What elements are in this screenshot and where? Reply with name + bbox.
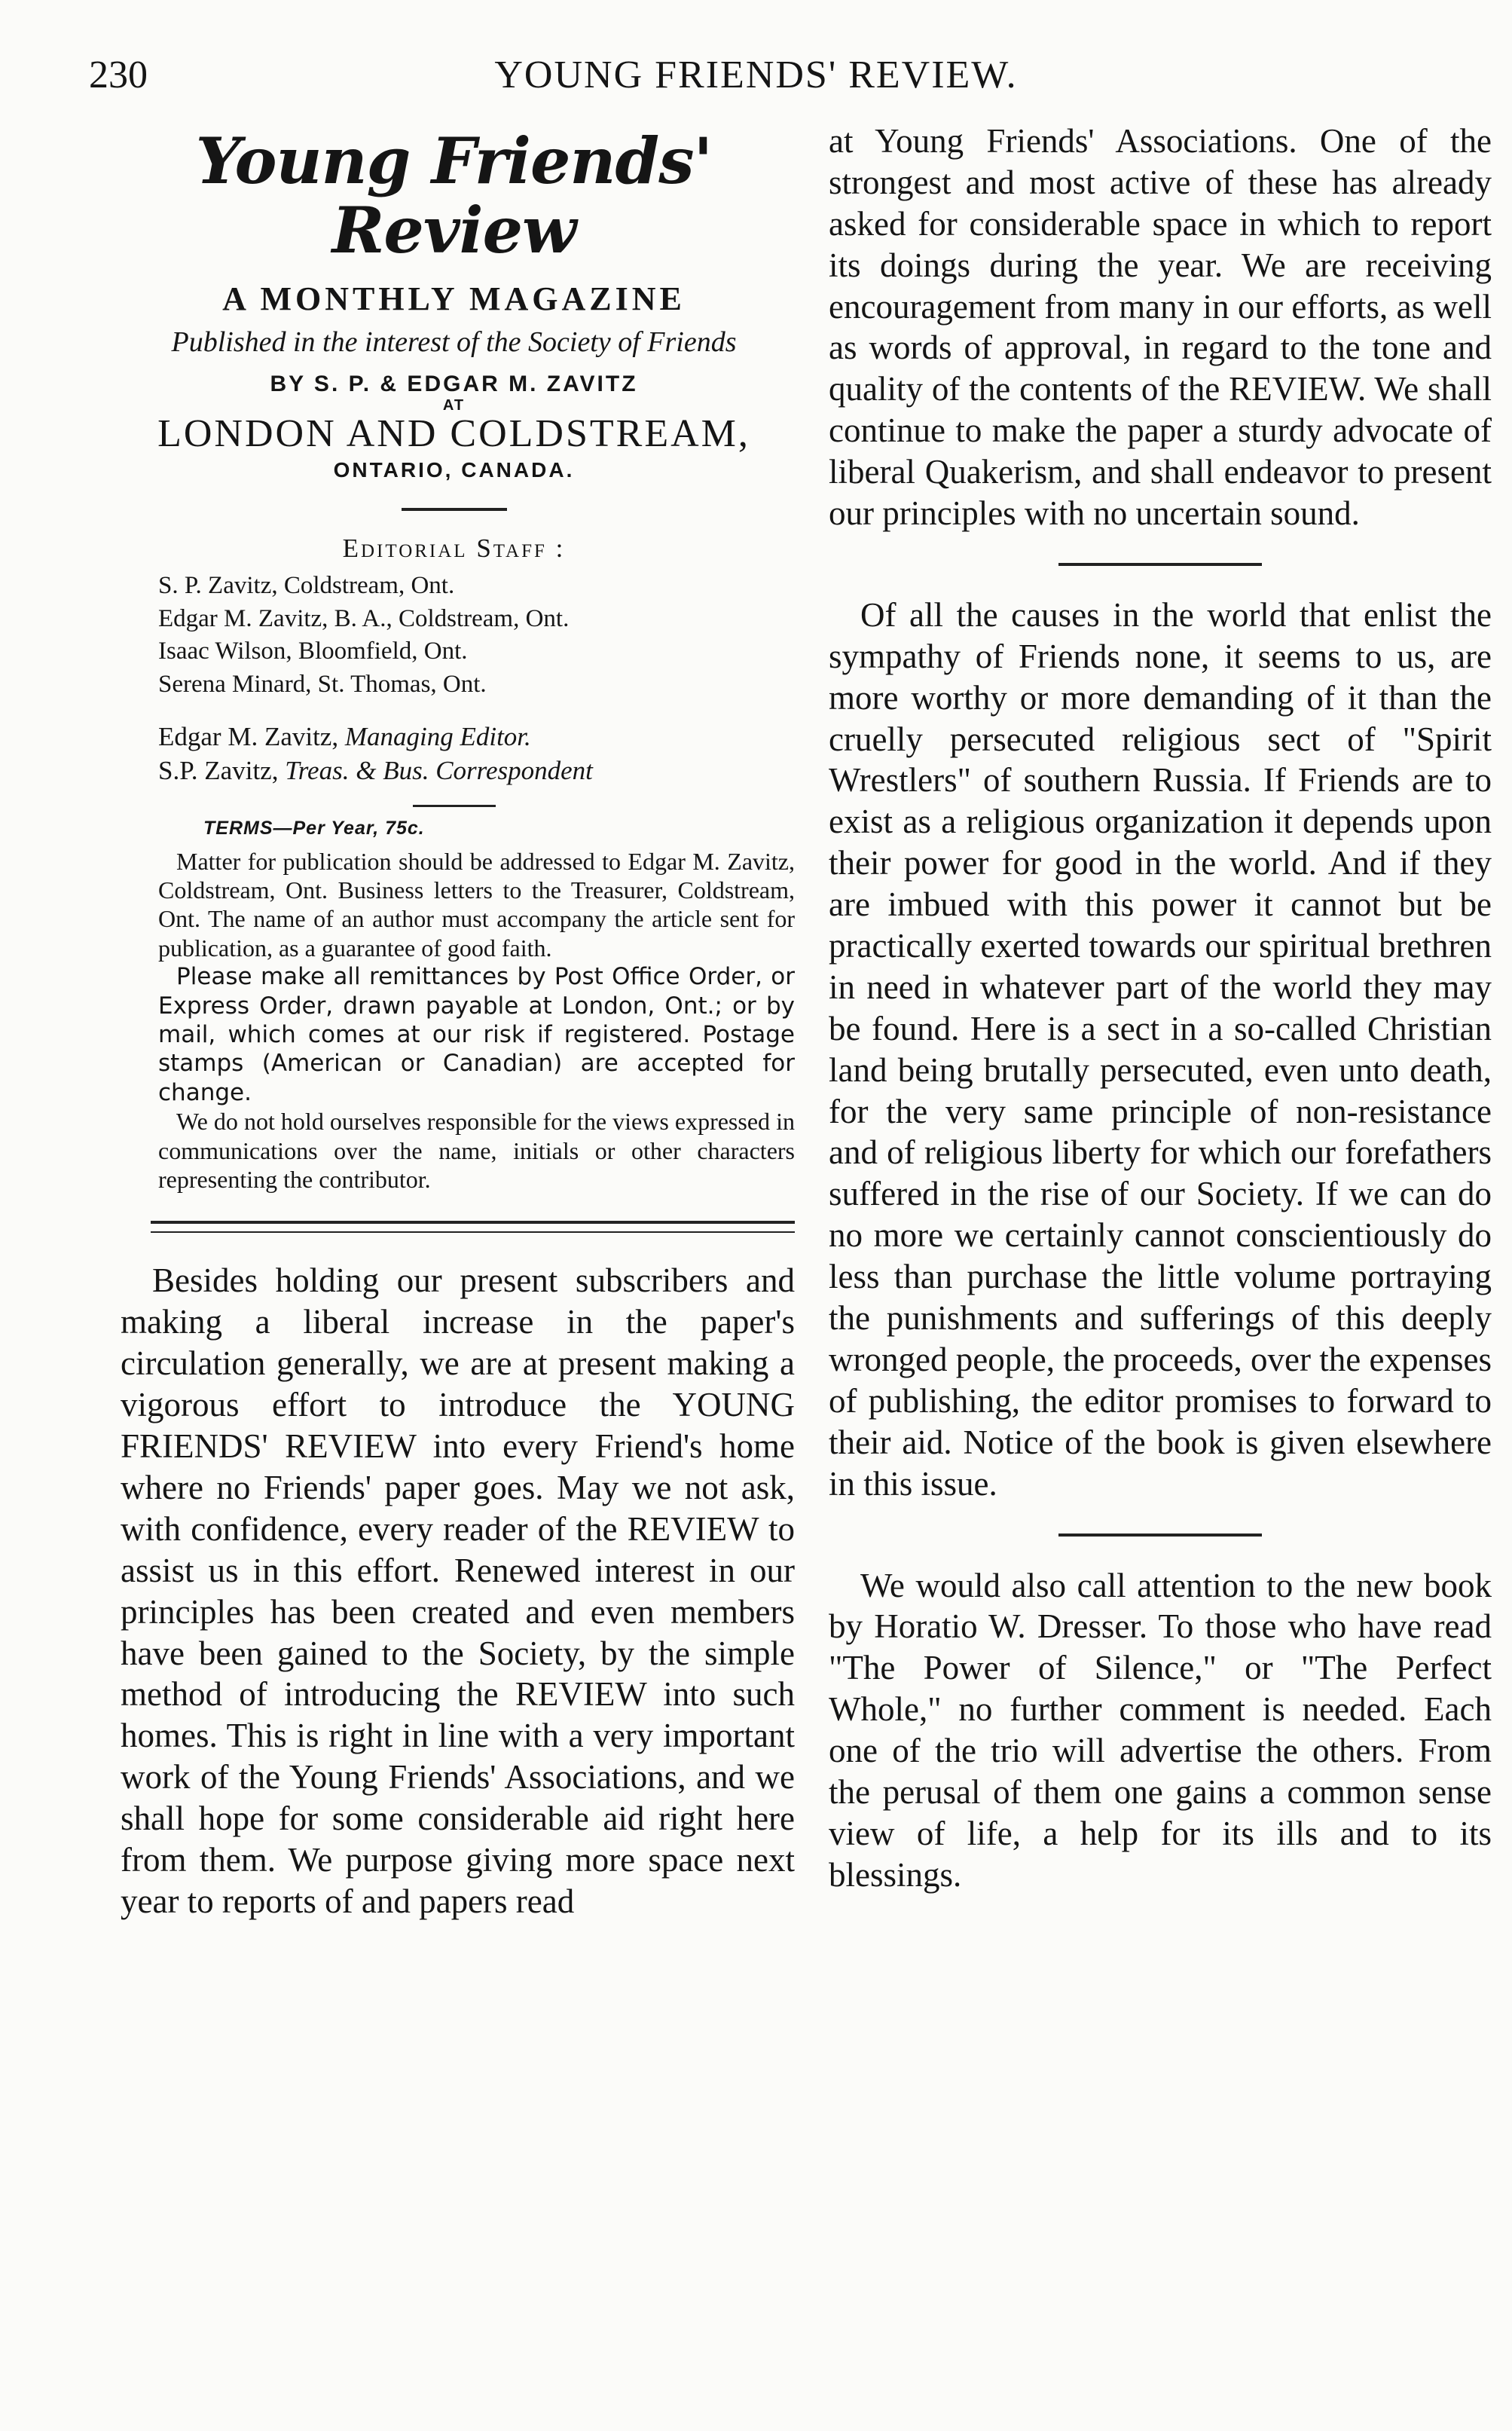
divider <box>413 805 496 807</box>
staff-member: Edgar M. Zavitz, B. A., Coldstream, Ont. <box>158 604 570 632</box>
treasurer-role: Treas. & Bus. Correspondent <box>285 756 593 786</box>
masthead-published-line: Published in the interest of the Society of Friends <box>171 326 737 358</box>
masthead-title: Young Friends' Review <box>195 124 713 268</box>
editors-block <box>113 720 795 788</box>
masthead-by-line: BY S. P. & EDGAR M. ZAVITZ <box>270 372 638 397</box>
masthead-at: AT <box>442 397 466 414</box>
terms-line: TERMS—Per Year, 75c. <box>203 817 425 839</box>
article-spirit-wrestlers <box>829 595 1492 1505</box>
article-continuation <box>829 121 1492 534</box>
staff-list <box>113 570 795 701</box>
divider <box>1058 1534 1262 1537</box>
article-paragraph: at Young Friends' Associations. One of the strongest and most active of these has already asked for considerable space in which to report its doings during the year. We are receiving encouragement from many in our efforts, as well as words of approval, in regard to the tone and quality of the contents of the REVIEW. We shall continue to make the paper a sturdy advocate of liberal Quakerism, and shall endeavor to present our principles with no uncertain sound. <box>829 122 1492 533</box>
staff-member: Serena Minard, St. Thomas, Ont. <box>158 671 487 699</box>
notice-paragraph: We do not hold ourselves responsible for the views expressed in communications over the name, initials or other characters representing the contributor. <box>158 1108 795 1194</box>
article-dresser <box>829 1565 1492 1896</box>
treasurer-name: S.P. Zavitz, <box>158 756 286 786</box>
divider <box>402 508 507 511</box>
notice-paragraph: Please make all remittances by Post Office Order, or Express Order, drawn payable at London, Ont.; or by mail, which comes at our risk if registered. Postage stamps (American or Canadian) are accepted for change. <box>158 963 795 1106</box>
running-head <box>0 53 1512 105</box>
staff-member: S. P. Zavitz, Coldstream, Ont. <box>158 572 455 600</box>
running-title: YOUNG FRIENDS' REVIEW. <box>494 54 1018 96</box>
masthead-place: LONDON AND COLDSTREAM, <box>157 412 750 456</box>
masthead-region: ONTARIO, CANADA. <box>333 458 575 482</box>
managing-editor-line <box>158 720 795 754</box>
managing-editor-role: Managing Editor. <box>344 721 531 751</box>
article-paragraph: Of all the causes in the world that enlist the sympathy of Friends none, it seems to us, are more worthy or more demanding of it than the cruelly persecuted religious sect of "Spirit Wrestlers" of southern Russia. If Friends are to exist as a religious organization it depends upon their power for good in the world. And if they are imbued with this power it cannot but be practically exerted towards our spiritual brethren in need in whatever part of the world they may be found. Here is a sect in a so-called Christian land being brutally persecuted, even unto death, for the very same principle of non-resistance and of religious liberty for which our forefathers suffered in the rise of our Society. If we can do no more we certainly cannot conscientiously do less than purchase the little volume portraying the punishments and sufferings of this deeply wronged people, the proceeds, over the expenses of publishing, the editor promises to forward to their aid. Notice of the book is given elsewhere in this issue. <box>829 595 1492 1503</box>
article-left <box>121 1260 795 1922</box>
left-column <box>113 121 795 1922</box>
masthead-subtitle: A MONTHLY MAGAZINE <box>222 280 686 317</box>
publication-notice <box>158 847 795 1194</box>
right-column <box>829 121 1492 1896</box>
article-paragraph: Besides holding our present subscribers and making a liberal increase in the paper's circulation generally, we are at present making a vigorous effort to introduce the YOUNG FRIENDS' REVIEW into every Friend's home where no Friends' paper goes. May we not ask, with confidence, every reader of the REVIEW to assist us in this effort. Renewed interest in our principles has been created and even members have been gained to the Society, by the simple method of introducing the REVIEW into such homes. This is right in line with a very important work of the Young Friends' Associations, and we shall hope for some considerable aid right here from them. We purpose giving more space next year to reports of and papers read <box>121 1261 795 1920</box>
staff-member: Isaac Wilson, Bloomfield, Ont. <box>158 638 468 665</box>
treasurer-line <box>158 754 795 788</box>
managing-editor-name: Edgar M. Zavitz, <box>158 721 345 751</box>
divider <box>1058 563 1262 566</box>
article-paragraph: We would also call attention to the new book by Horatio W. Dresser. To those who have read "The Power of Silence," or "The Perfect Whole," no further comment is needed. Each one of the trio will advertise the others. From the perusal of them one gains a common sense view of life, a help for its ills and to its blessings. <box>829 1566 1492 1894</box>
page-number: 230 <box>89 54 148 96</box>
notice-paragraph: Matter for publication should be addressed to Edgar M. Zavitz, Coldstream, Ont. Business letters to the Treasurer, Coldstream, Ont. The name of an author must accompany the article sent for publication, as a guarantee of good faith. <box>158 847 795 962</box>
staff-heading: Editorial Staff : <box>342 534 566 564</box>
double-divider <box>151 1221 795 1233</box>
